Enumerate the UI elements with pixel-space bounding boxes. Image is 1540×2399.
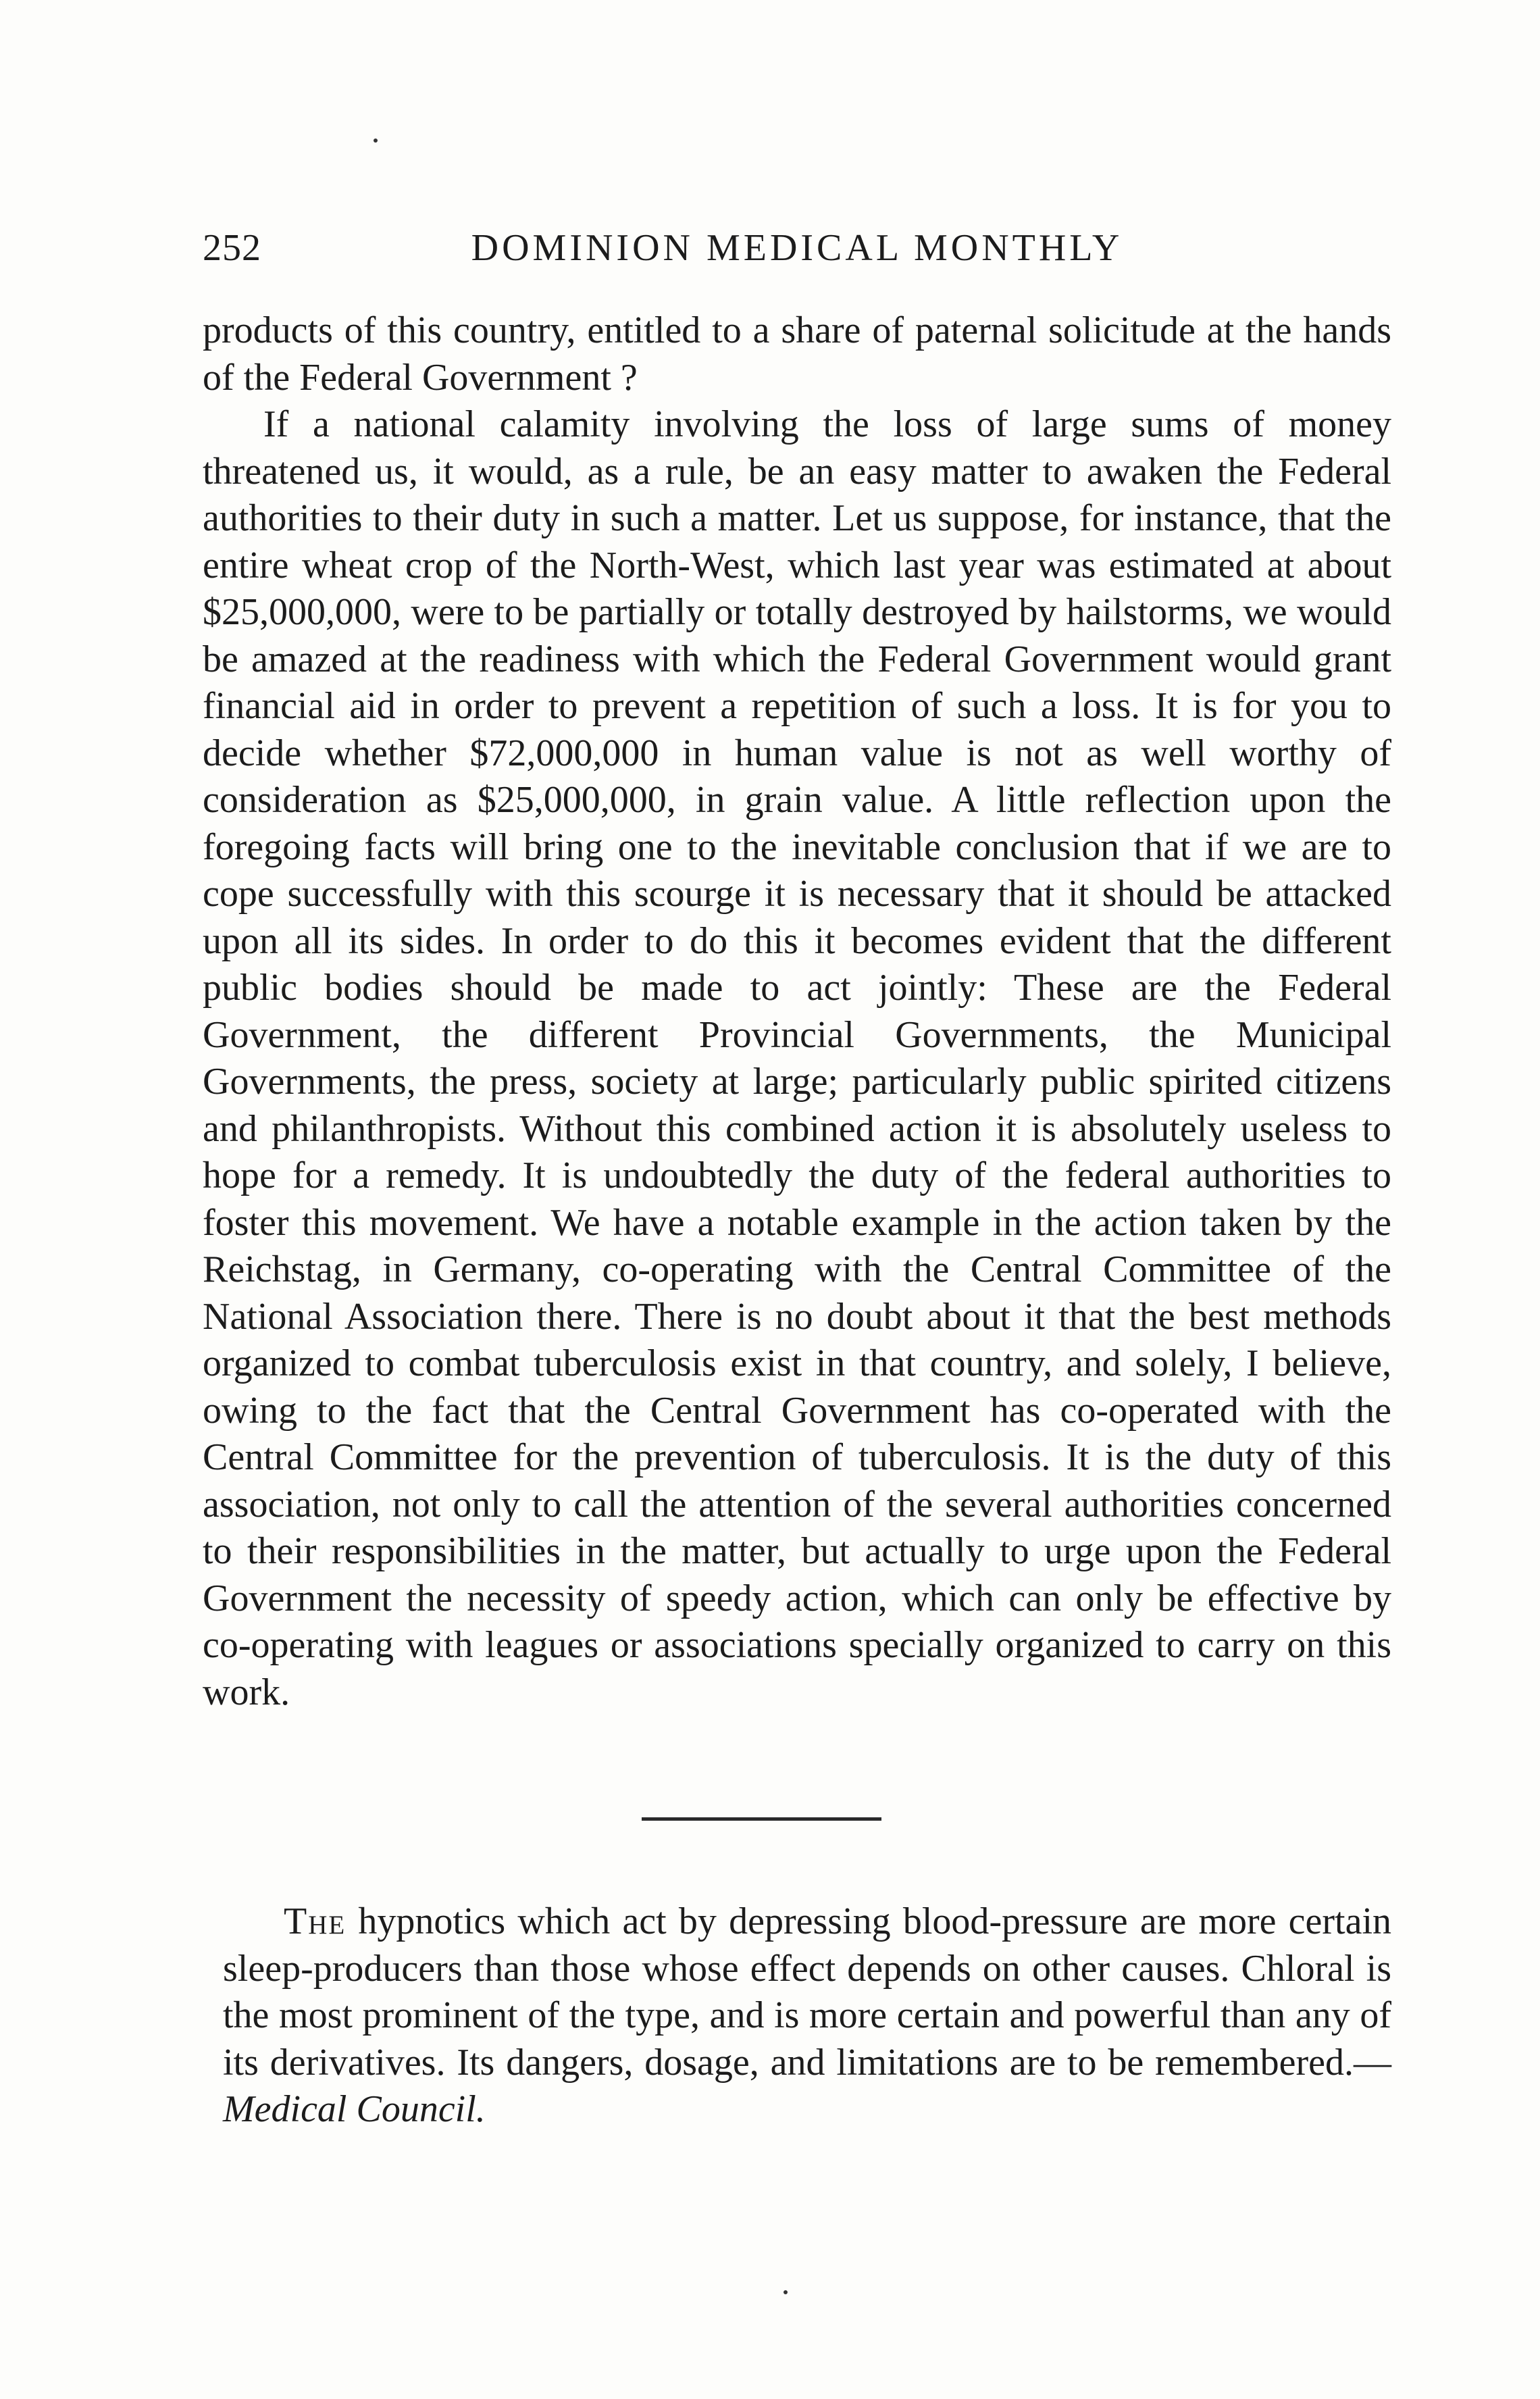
page-number: 252 xyxy=(203,227,261,269)
note-source-dash: — xyxy=(1354,2041,1391,2084)
note-block xyxy=(223,1898,1391,2133)
note-lead-word: The xyxy=(284,1900,346,1942)
print-speck xyxy=(374,138,378,143)
article-paragraph: If a national calamity involving the loss of large sums of money threatened us, it would, as a rule, be an easy matter to awaken the Federal authorities to their duty in such a matter. Let us suppose, for instance, that the entire wheat crop of the North-West, which last year was estimated at about $25,000,000, were to be partially or totally destroyed by hailstorms, we would be amazed at the readiness with which the Federal Government would grant financial aid in order to prevent a repetition of such a loss. It is for you to decide whether $72,000,000 in human value is not as well worthy of consideration as $25,000,000, in grain value. A little reflection upon the foregoing facts will bring one to the inevitable conclusion that if we are to cope successfully with this scourge it is necessary that it should be attacked upon all its sides. In order to do this it becomes evident that the different public bodies should be made to act jointly: These are the Federal Government, the different Provincial Governments, the Municipal Governments, the press, society at large; particularly public spirited citizens and philanthropists. Without this combined action it is absolutely useless to hope for a remedy. It is undoubtedly the duty of the federal authorities to foster this movement. We have a notable example in the action taken by the Reichstag, in Germany, co-operating with the Central Committee of the National Association there. There is no doubt about it that the best methods organized to combat tuberculosis exist in that country, and solely, I believe, owing to the fact that the Central Government has co-operated with the Central Committee for the prevention of tuberculosis. It is the duty of this association, not only to call the attention of the several authorities concerned to their responsibilities in the matter, but actually to urge upon the Federal Government the necessity of speedy action, which can only be effective by co-operating with leagues or associations specially organized to carry on this work. xyxy=(203,403,1391,1713)
article-paragraph: products of this country, entitled to a share of paternal solicitude at the hands of the Federal Government ? xyxy=(203,309,1391,399)
section-divider xyxy=(642,1817,881,1821)
article-body xyxy=(203,307,1391,1716)
page-header xyxy=(203,226,1391,280)
note-paragraph xyxy=(223,1898,1391,2133)
running-title: DOMINION MEDICAL MONTHLY xyxy=(471,227,1123,269)
note-source: Medical Council. xyxy=(223,2088,486,2130)
note-text: hypnotics which act by depressing blood-pressure are more certain sleep-producers than those whose effect depends on other causes. Chloral is the most prominent of the type, and is more certain and powerful than any of its derivatives. Its dangers, dosage, and limitations are to be remembered. xyxy=(223,1900,1391,2084)
print-speck xyxy=(784,2290,788,2294)
